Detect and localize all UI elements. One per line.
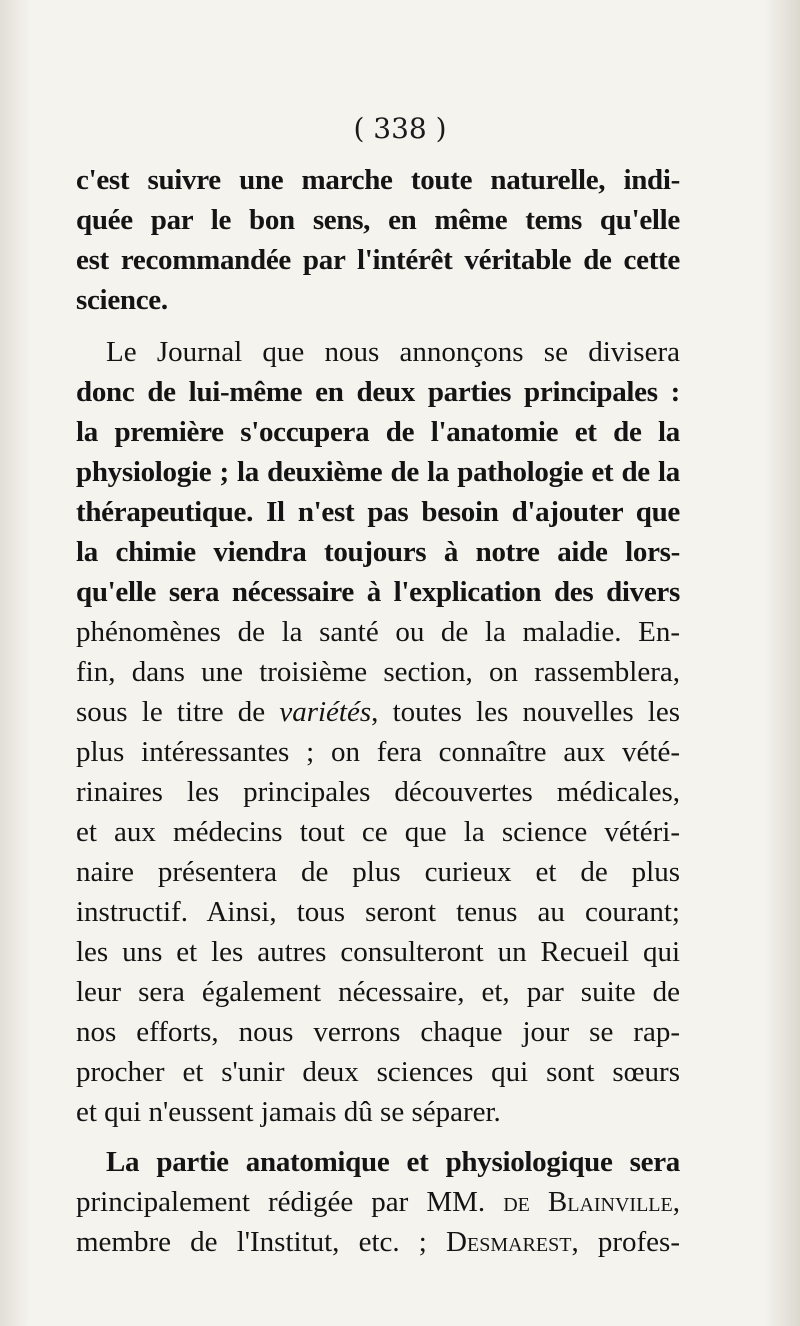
text-line (76, 1222, 680, 1262)
italic-term: variétés (279, 696, 372, 728)
text-line: Le Journal que nous annonçons se divisera (106, 336, 680, 368)
text-line: thérapeutique. Il n'est pas besoin d'ajouter que (76, 496, 680, 528)
text-line: phénomènes de la santé ou de la maladie. En- (76, 616, 680, 648)
text-line: physiologie ; la deuxième de la pathologie et de la (76, 456, 680, 488)
text-line: science. (76, 284, 168, 316)
text-line: donc de lui-même en deux parties principales : (76, 376, 680, 408)
page-number: ( 338 ) (353, 112, 447, 145)
text-run: , (672, 1186, 680, 1218)
text-run: membre de l'Institut, etc. ; (76, 1226, 447, 1258)
text-line: nos efforts, nous verrons chaque jour se rap- (76, 1016, 680, 1048)
text-run: principalement rédigée par MM. (76, 1186, 504, 1218)
text-line: fin, dans une troisième section, on rassemblera, (76, 656, 680, 688)
text-line: naire présentera de plus curieux et de plus (76, 856, 680, 888)
text-line: rinaires les principales découvertes médicales, (76, 776, 680, 808)
text-run: , toutes les nouvelles les (371, 696, 681, 728)
text-run: , profes- (571, 1226, 680, 1258)
text-line: qu'elle sera nécessaire à l'explication des divers (76, 576, 680, 608)
text-line: La partie anatomique et physiologique sera (106, 1146, 680, 1178)
author-name: de Blainville (503, 1186, 673, 1218)
text-line: est recommandée par l'intérêt véritable de cette (76, 244, 680, 276)
text-line: et aux médecins tout ce que la science vétéri- (76, 816, 680, 848)
text-line: quée par le bon sens, en même tems qu'elle (76, 204, 680, 236)
author-name: Desmarest (446, 1226, 572, 1258)
text-line (76, 1182, 680, 1222)
text-line (76, 692, 680, 732)
text-line: instructif. Ainsi, tous seront tenus au courant; (76, 896, 680, 928)
text-line: procher et s'unir deux sciences qui sont sœurs (76, 1056, 680, 1088)
text-line: et qui n'eussent jamais dû se séparer. (76, 1096, 501, 1128)
text-line: c'est suivre une marche toute naturelle, indi- (76, 164, 680, 196)
text-line: la première s'occupera de l'anatomie et de la (76, 416, 680, 448)
text-line: les uns et les autres consulteront un Recueil qui (76, 936, 680, 968)
text-line: leur sera également nécessaire, et, par suite de (76, 976, 680, 1008)
text-run: sous le titre de (76, 696, 280, 728)
text-line: plus intéressantes ; on fera connaître aux vété- (76, 736, 680, 768)
text-line: la chimie viendra toujours à notre aide lors- (76, 536, 680, 568)
